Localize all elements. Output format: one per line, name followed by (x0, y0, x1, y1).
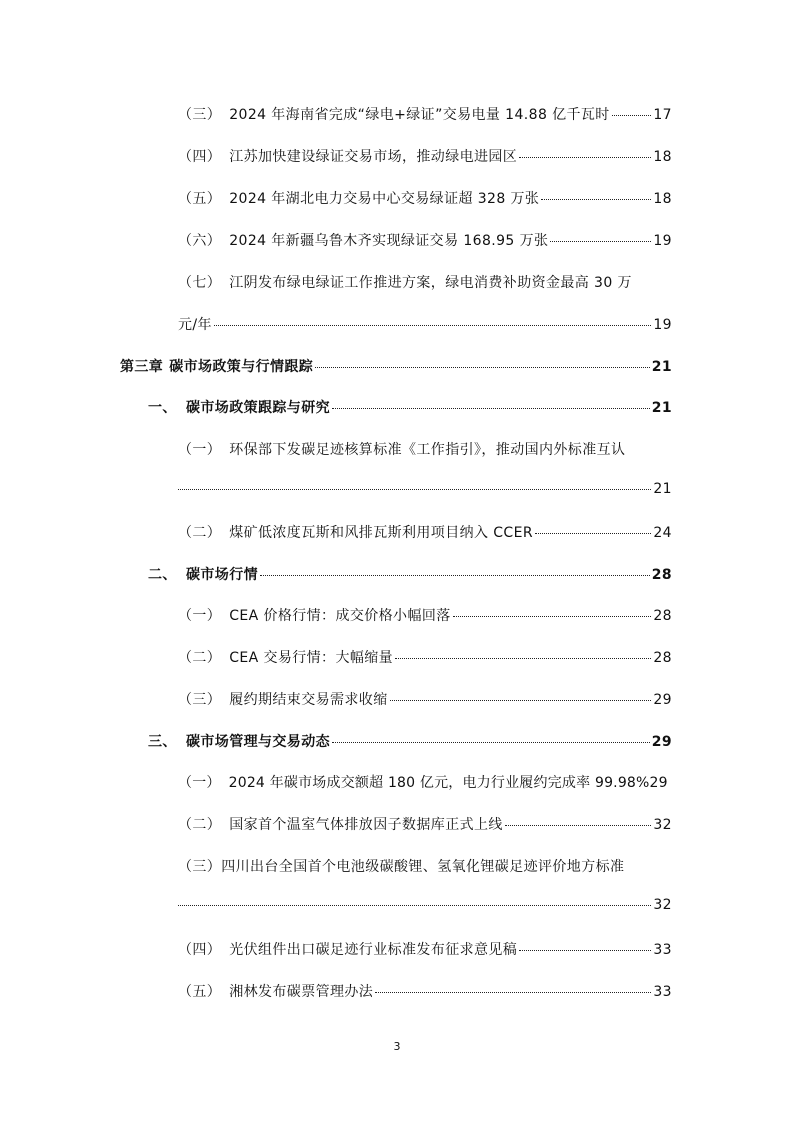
dot-leader (178, 905, 651, 906)
toc-entry-continuation[interactable] (178, 314, 672, 334)
toc-section-title: 碳市场政策跟踪与研究 (186, 400, 330, 416)
dot-leader (519, 157, 651, 158)
toc-entry[interactable] (178, 772, 674, 792)
toc-entry-number: （七） (178, 275, 222, 291)
toc-entry-title: 环保部下发碳足迹核算标准《工作指引》，推动国内外标准互认 (229, 442, 626, 458)
toc-entry-page: 17 (653, 107, 672, 123)
dot-leader (315, 367, 650, 368)
toc-entry[interactable] (178, 605, 672, 625)
toc-entry-page: 29 (653, 692, 672, 708)
toc-entry-title: 江阴发布绿电绿证工作推进方案，绿电消费补助资金最高 30 万 (229, 275, 632, 291)
toc-entry-title: 2024 年新疆乌鲁木齐实现绿证交易 168.95 万张 (229, 233, 549, 249)
toc-entry-first-line[interactable] (178, 439, 625, 459)
toc-entry-title: 国家首个温室气体排放因子数据库正式上线 (229, 817, 503, 833)
toc-entry[interactable] (178, 522, 672, 542)
dot-leader (541, 199, 651, 200)
toc-entry-first-line[interactable] (178, 856, 624, 876)
dot-leader (453, 616, 652, 617)
toc-entry-number: （六） (178, 233, 222, 249)
toc-chapter[interactable] (120, 356, 672, 376)
dot-leader (332, 742, 650, 743)
toc-section-number: 二、 (148, 567, 177, 583)
toc-entry-page: 29 (649, 775, 668, 791)
toc-entry-title: 四川出台全国首个电池级碳酸锂、氢氧化锂碳足迹评价地方标准 (221, 859, 625, 875)
dot-leader (214, 325, 651, 326)
toc-section[interactable] (148, 731, 672, 751)
dot-leader (612, 115, 652, 116)
toc-chapter-page: 21 (651, 359, 672, 375)
toc-entry-title-continued: 元/年 (178, 317, 212, 333)
toc-entry-continuation[interactable] (178, 897, 672, 913)
toc-entry-page: 28 (653, 608, 672, 624)
toc-entry-page: 18 (653, 149, 672, 165)
toc-entry[interactable] (178, 146, 672, 166)
toc-entry[interactable] (178, 939, 672, 959)
toc-section[interactable] (148, 564, 672, 584)
toc-entry-title: 2024 年碳市场成交额超 180 亿元，电力行业履约完成率 99.98% (228, 775, 650, 791)
toc-entry-title: 湘林发布碳票管理办法 (229, 984, 374, 1000)
toc-entry[interactable] (178, 814, 672, 834)
toc-entry-number: （三） (178, 107, 222, 123)
toc-entry-title: CEA 价格行情：成交价格小幅回落 (229, 608, 451, 624)
toc-entry-page: 21 (653, 481, 672, 497)
page-number: 3 (393, 1040, 401, 1053)
toc-entry[interactable] (178, 689, 672, 709)
toc-entry-page: 24 (653, 525, 672, 541)
toc-entry-title: 煤矿低浓度瓦斯和风排瓦斯利用项目纳入 CCER (229, 525, 533, 541)
toc-section[interactable] (148, 397, 672, 417)
toc-entry-title: 2024 年湖北电力交易中心交易绿证超 328 万张 (229, 191, 540, 207)
dot-leader (505, 825, 652, 826)
toc-entry-page: 32 (653, 817, 672, 833)
toc-chapter-number: 第三章 (120, 359, 164, 375)
toc-entry-number: （四） (178, 942, 222, 958)
toc-section-page: 29 (651, 734, 672, 750)
toc-entry-number: （三） (178, 692, 222, 708)
toc-entry-number: （一） (178, 775, 221, 791)
toc-entry-title: CEA 交易行情：大幅缩量 (229, 650, 394, 666)
toc-entry-number: （二） (178, 650, 222, 666)
dot-leader (375, 992, 651, 993)
toc-entry[interactable] (178, 188, 672, 208)
toc-entry-page: 33 (653, 942, 672, 958)
toc-entry-number: （五） (178, 984, 222, 1000)
toc-entry-page: 19 (653, 233, 672, 249)
toc-entry[interactable] (178, 230, 672, 250)
dot-leader (390, 700, 652, 701)
toc-chapter-title: 碳市场政策与行情跟踪 (169, 359, 314, 375)
toc-entry-number: （二） (178, 817, 222, 833)
toc-section-page: 28 (651, 567, 672, 583)
dot-leader (550, 241, 651, 242)
toc-section-number: 三、 (148, 734, 177, 750)
toc-entry-number: （四） (178, 149, 222, 165)
toc-entry-page: 32 (653, 897, 672, 913)
toc-section-title: 碳市场行情 (186, 567, 258, 583)
dot-leader (395, 658, 651, 659)
toc-entry-title: 履约期结束交易需求收缩 (229, 692, 388, 708)
dot-leader (332, 408, 650, 409)
toc-section-page: 21 (651, 400, 672, 416)
toc-entry-page: 18 (653, 191, 672, 207)
toc-entry-title: 光伏组件出口碳足迹行业标准发布征求意见稿 (229, 942, 518, 958)
dot-leader (535, 533, 651, 534)
dot-leader (519, 950, 651, 951)
toc-entry-title: 江苏加快建设绿证交易市场，推动绿电进园区 (229, 149, 518, 165)
toc-entry-number: （一） (178, 442, 222, 458)
toc-entry-number: （五） (178, 191, 222, 207)
toc-entry[interactable] (178, 647, 672, 667)
toc-entry[interactable] (178, 104, 672, 124)
toc-section-title: 碳市场管理与交易动态 (186, 734, 330, 750)
toc-entry-number: （二） (178, 525, 222, 541)
toc-entry-continuation[interactable] (178, 481, 672, 497)
toc-entry-title: 2024 年海南省完成“绿电+绿证”交易电量 14.88 亿千瓦时 (229, 107, 610, 123)
toc-entry[interactable] (178, 981, 672, 1001)
toc-entry-page: 19 (653, 317, 672, 333)
toc-entry-number: （一） (178, 608, 222, 624)
toc-entry-page: 33 (653, 984, 672, 1000)
toc-entry-first-line[interactable] (178, 272, 632, 292)
toc-section-number: 一、 (148, 400, 177, 416)
dot-leader (260, 575, 650, 576)
toc-entry-page: 28 (653, 650, 672, 666)
toc-entry-number: （三） (178, 859, 222, 875)
dot-leader (178, 489, 651, 490)
